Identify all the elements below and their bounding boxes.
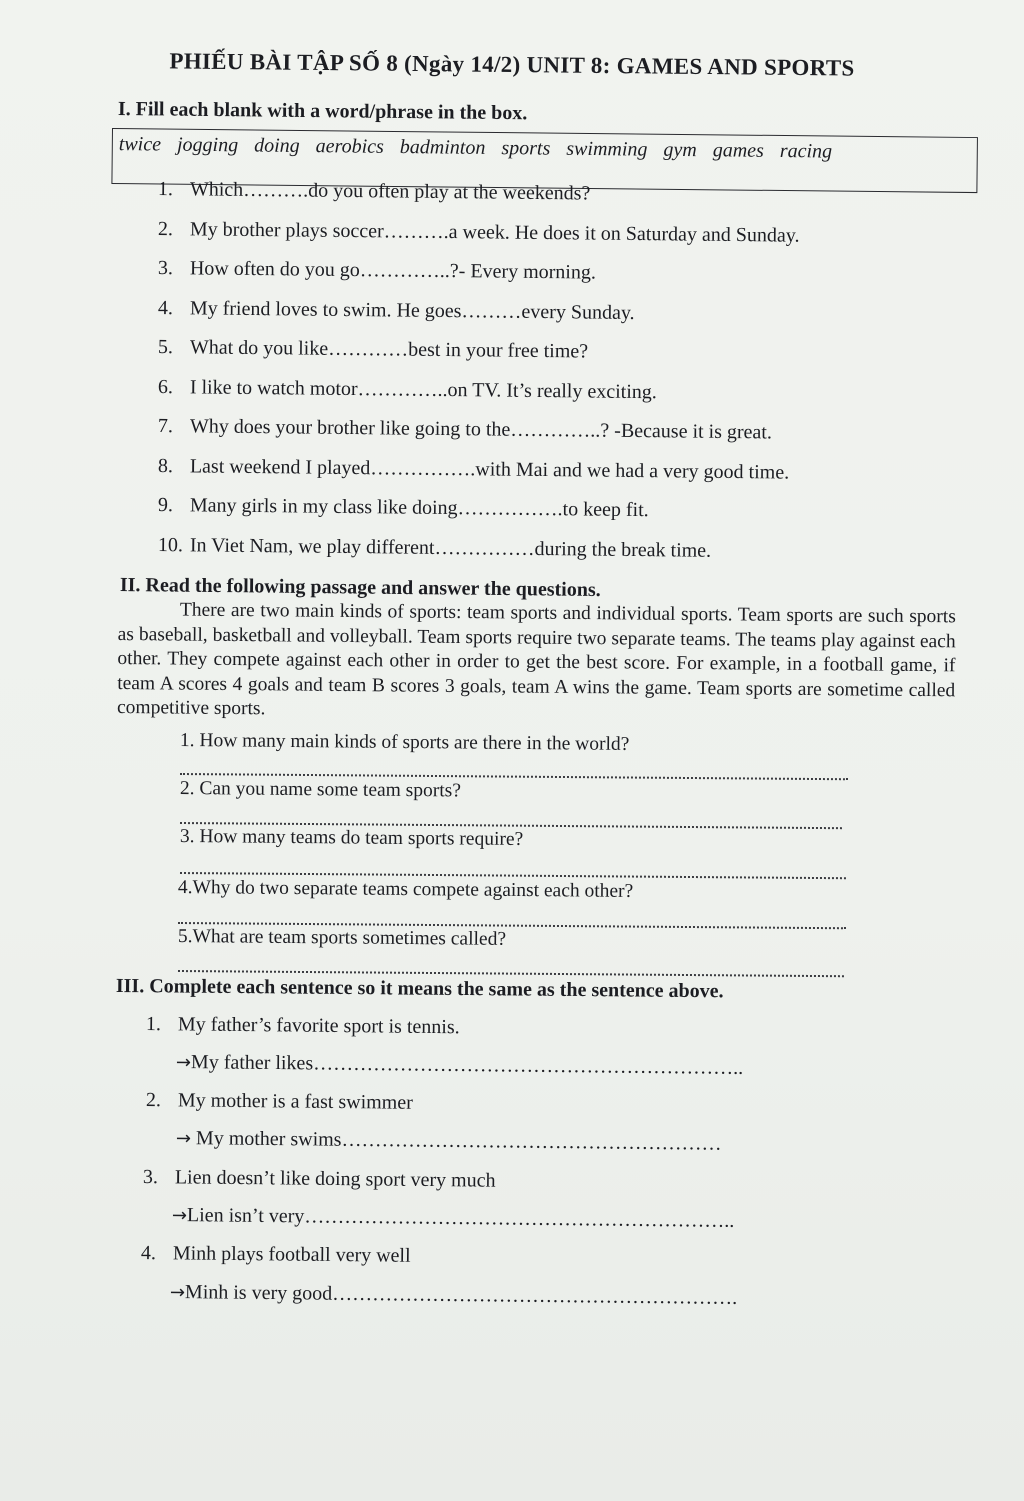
item-text: My father’s favorite sport is tennis. <box>177 1013 460 1039</box>
rewrite-text: My mother swims………………………………………………… <box>190 1127 722 1155</box>
question: 4.Why do two separate teams compete against each other? <box>177 877 634 902</box>
item-number: 1. <box>157 178 173 201</box>
question: 5.What are team sports sometimes called? <box>177 926 507 950</box>
item-text: Why does your brother like going to the…………..? -Because it is great. <box>189 415 773 444</box>
rewrite-answer <box>176 1127 722 1156</box>
fill-item <box>158 494 649 522</box>
word-box-word: sports <box>501 137 551 160</box>
item-number: 2. <box>157 218 173 241</box>
word-box-word: aerobics <box>315 135 384 158</box>
item-text: What do you like…………best in your free time? <box>189 336 589 363</box>
rewrite-item <box>146 1089 413 1115</box>
question: 2. Can you name some team sports? <box>179 778 462 802</box>
fill-item <box>158 336 588 364</box>
item-text: My brother plays soccer……….a week. He does it on Saturday and Sunday. <box>189 218 800 247</box>
word-box-word: badminton <box>399 136 486 159</box>
arrow-icon: → <box>175 1052 192 1074</box>
fill-item <box>158 455 790 485</box>
word-box-word: games <box>712 139 764 162</box>
word-box-word: racing <box>779 139 833 163</box>
rewrite-text: Lien isn’t very……………………………………………………….. <box>186 1204 735 1232</box>
section1-heading: I. Fill each blank with a word/phrase in the box. <box>117 98 528 125</box>
item-number: 4. <box>140 1242 156 1265</box>
word-box-word: swimming <box>566 137 648 161</box>
word-box-word: twice <box>118 133 162 156</box>
item-number: 1. <box>145 1013 161 1036</box>
rewrite-item <box>141 1242 411 1268</box>
rewrite-text: My father likes……………………………………………………….. <box>190 1051 744 1079</box>
fill-item <box>158 218 800 248</box>
rewrite-answer <box>176 1051 743 1080</box>
item-number: 10. <box>157 534 183 557</box>
item-number: 6. <box>157 376 173 399</box>
rewrite-item <box>143 1166 496 1193</box>
rewrite-answer <box>170 1281 738 1310</box>
question: 1. How many main kinds of sports are there in the world? <box>179 730 630 755</box>
word-box-word: jogging <box>176 133 239 157</box>
section3-heading: III. Complete each sentence so it means the same as the sentence above. <box>115 975 724 1003</box>
item-text: My mother is a fast swimmer <box>177 1089 413 1114</box>
reading-passage <box>117 598 956 728</box>
item-text: Last weekend I played…………….with Mai and we had a very good time. <box>189 455 790 484</box>
item-text: My friend loves to swim. He goes………every Sunday. <box>189 297 635 324</box>
item-number: 2. <box>145 1089 161 1112</box>
item-text: Lien doesn’t like doing sport very much <box>174 1166 496 1192</box>
section2-heading: II. Read the following passage and answer the questions. <box>119 574 601 602</box>
item-text: Which……….do you often play at the weekends? <box>189 178 591 205</box>
item-text: I like to watch motor…………..on TV. It’s really exciting. <box>189 376 657 404</box>
question: 3. How many teams do team sports require? <box>179 826 524 850</box>
rewrite-text: Minh is very good……………………………………………………. <box>184 1281 738 1309</box>
fill-item <box>158 257 596 285</box>
item-text: In Viet Nam, we play different……………during the break time. <box>189 534 712 562</box>
item-text: How often do you go…………..?- Every morning. <box>189 257 597 284</box>
item-number: 9. <box>157 494 173 517</box>
rewrite-answer <box>172 1204 735 1233</box>
page-title: PHIẾU BÀI TẬP SỐ 8 (Ngày 14/2) UNIT 8: GAMES AND SPORTS <box>169 48 855 81</box>
item-text: Minh plays football very well <box>172 1242 411 1267</box>
word-box-word: doing <box>254 134 300 157</box>
word-box-word: gym <box>663 138 697 162</box>
arrow-icon: → <box>169 1282 186 1304</box>
fill-item <box>158 178 591 206</box>
item-number: 8. <box>157 455 173 478</box>
item-number: 4. <box>157 297 173 320</box>
fill-item <box>158 376 657 404</box>
rewrite-item <box>146 1013 460 1039</box>
fill-item <box>158 297 635 325</box>
item-text: Many girls in my class like doing…………….to keep fit. <box>189 494 649 522</box>
fill-item <box>158 534 711 563</box>
item-number: 5. <box>157 336 173 359</box>
passage-text: There are two main kinds of sports: team sports and individual sports. Team sports are such sports as baseball, basketball and volleyball. Team sports require two separate teams. The teams play against each other. They compete against each other in order to get the best score. For example, in a football game, if team A scores 4 goals and team B scores 3 goals, team A wins the game. Team sports are sometime called competitive sports. <box>116 599 956 720</box>
fill-item <box>158 415 772 444</box>
arrow-icon: → <box>171 1205 188 1227</box>
item-number: 3. <box>142 1166 158 1189</box>
arrow-icon: → <box>175 1128 192 1150</box>
item-number: 3. <box>157 257 173 280</box>
item-number: 7. <box>157 415 173 438</box>
